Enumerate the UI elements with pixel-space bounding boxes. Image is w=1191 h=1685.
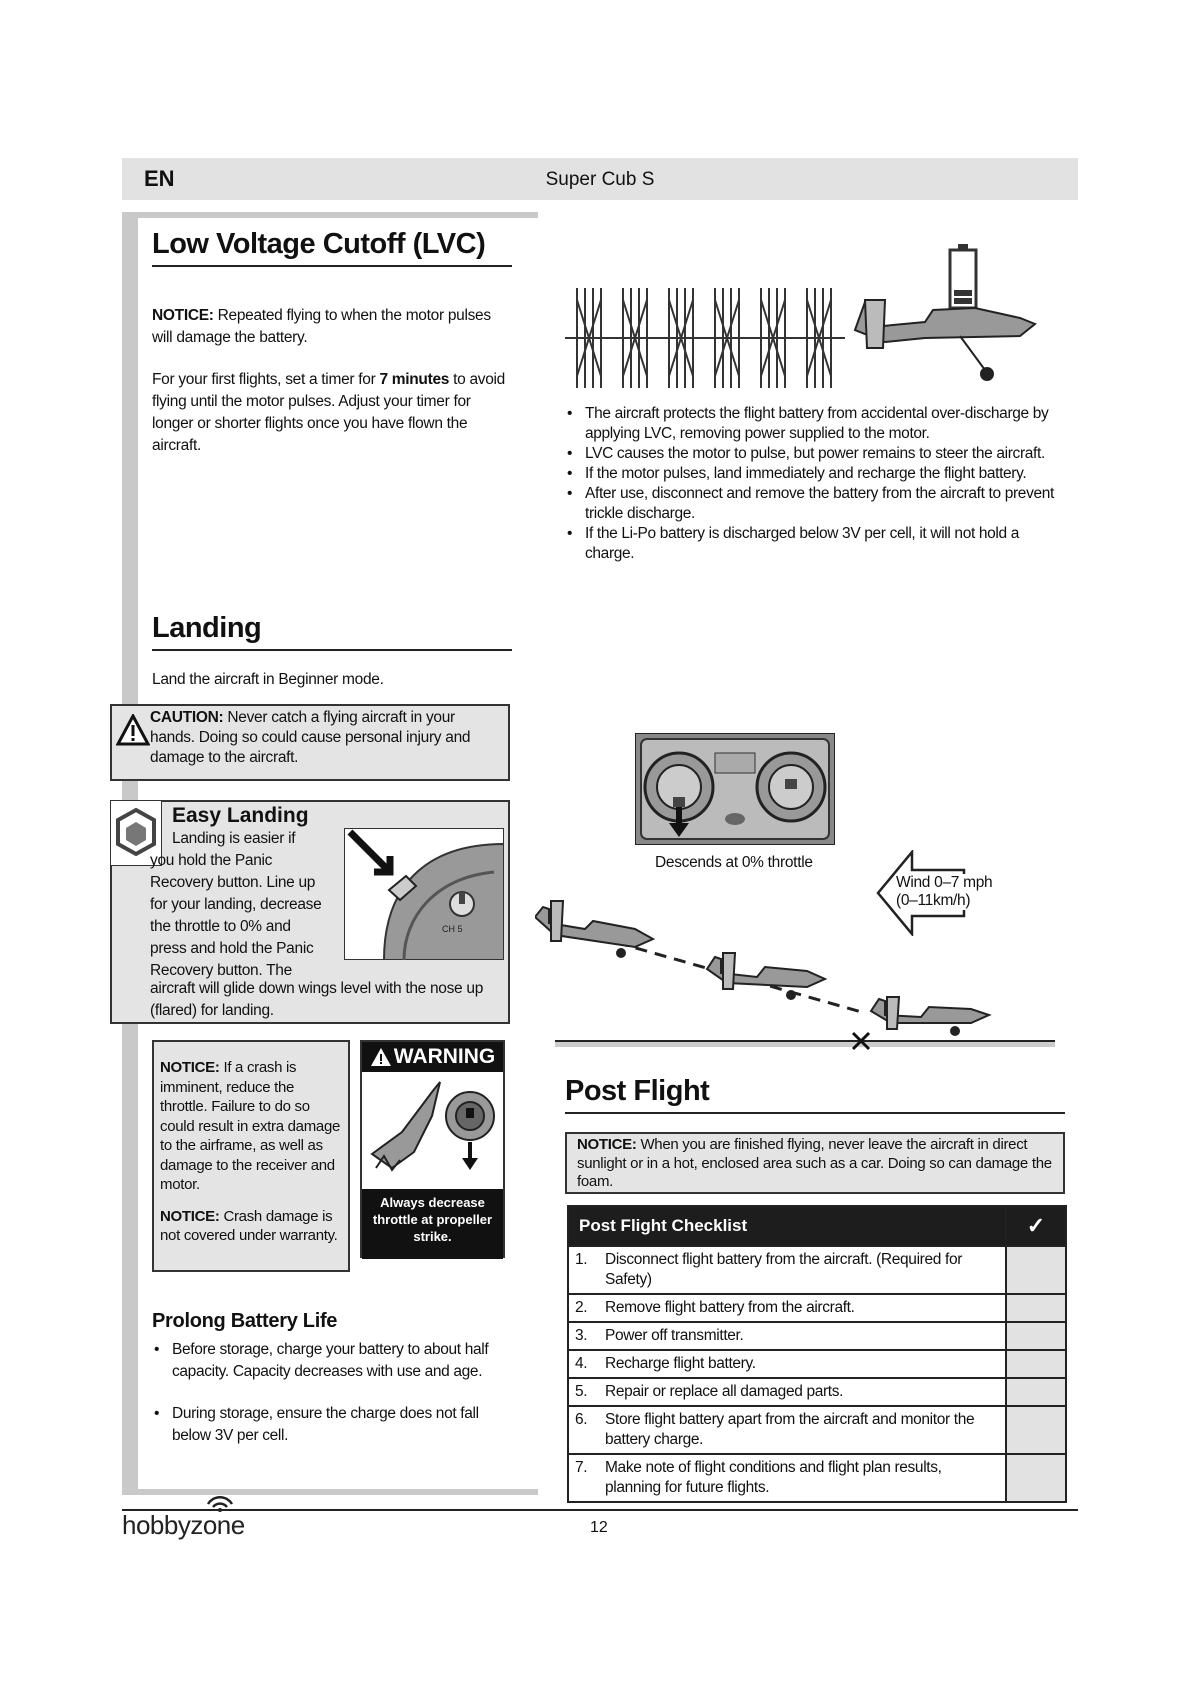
crash-notice-1: NOTICE: If a crash is imminent, reduce the throttle. Failure to do so could result in extra damage to the airframe, as well as damage to the receiver and motor.	[160, 1059, 341, 1193]
caution-box	[110, 704, 510, 781]
warning-title: WARNING	[393, 1045, 496, 1068]
wind-speed-mph: Wind 0–7 mph	[896, 874, 993, 891]
warning-header	[362, 1042, 503, 1072]
post-flight-title: Post Flight	[565, 1075, 710, 1107]
checklist-table	[567, 1205, 1067, 1503]
left-column-bottom-bar	[122, 1489, 538, 1495]
list-item: • If the Li-Po battery is discharged below 3V per cell, it will not hold a charge.	[565, 524, 1055, 564]
list-item: • Before storage, charge your battery to about half capacity. Capacity decreases with use and age.	[152, 1339, 512, 1383]
checklist-checkbox[interactable]	[1006, 1322, 1066, 1350]
checklist-item: Power off transmitter.	[599, 1322, 1006, 1350]
transmitter-illustration	[635, 733, 835, 845]
landing-section	[152, 612, 512, 691]
language-code: EN	[144, 166, 175, 191]
landing-title: Landing	[152, 612, 262, 644]
manual-title: Super Cub S	[545, 169, 655, 190]
table-row: 1. Disconnect flight battery from the aircraft. (Required for Safety)	[568, 1246, 1066, 1294]
landing-intro: Land the aircraft in Beginner mode.	[152, 671, 384, 688]
table-row: 5. Repair or replace all damaged parts.	[568, 1378, 1066, 1406]
list-item: • After use, disconnect and remove the battery from the aircraft to prevent trickle discharge.	[565, 484, 1055, 524]
wind-speed-kmh: (0–11km/h)	[896, 892, 971, 909]
hobbyzone-logo: hobbyzone	[122, 1510, 245, 1540]
easy-landing-text-cont: aircraft will glide down wings level with the nose up (flared) for landing.	[150, 980, 484, 1019]
checklist-item: Recharge flight battery.	[599, 1350, 1006, 1378]
lvc-title-rule	[152, 265, 512, 267]
checklist-checkbox[interactable]	[1006, 1350, 1066, 1378]
footer-rule	[122, 1509, 1078, 1511]
post-flight-notice: NOTICE: When you are finished flying, never leave the aircraft in direct sunlight or in a hot, enclosed area such as a car. Doing so can damage the foam.	[577, 1136, 1052, 1190]
panic-button-illustration	[344, 828, 504, 960]
page-number: 12	[590, 1519, 608, 1536]
battery-icon	[950, 244, 976, 308]
prolong-bullet-list	[152, 1339, 512, 1447]
easy-landing-title: Easy Landing	[172, 804, 309, 827]
caution-label: CAUTION:	[150, 709, 224, 726]
notice-label: NOTICE:	[577, 1136, 637, 1153]
checklist-checkbox[interactable]	[1006, 1454, 1066, 1502]
prolong-battery-section	[152, 1310, 512, 1447]
landing-glide-illustration	[535, 895, 1065, 1055]
page-header	[122, 158, 1078, 200]
left-column-top-bar	[122, 212, 538, 218]
warning-box	[360, 1040, 505, 1258]
easy-landing-text: Landing is easier if you hold the Panic Recovery button. Line up for your landing, decrease the throttle to 0% and press and hold the Panic Recovery button. The	[150, 830, 322, 979]
notice-label: NOTICE:	[152, 307, 214, 324]
transmitter-caption: Descends at 0% throttle	[655, 854, 813, 871]
prolong-title: Prolong Battery Life	[152, 1310, 338, 1332]
list-item: • If the motor pulses, land immediately and recharge the flight battery.	[565, 464, 1055, 484]
lvc-title: Low Voltage Cutoff (LVC)	[152, 228, 486, 260]
easy-landing-box	[110, 800, 510, 1024]
warning-caption: Always decrease throttle at propeller strike.	[362, 1189, 503, 1259]
lvc-bullet-list	[565, 404, 1055, 564]
checklist-item: Store flight battery apart from the aircraft and monitor the battery charge.	[599, 1406, 1006, 1454]
checklist-item: Remove flight battery from the aircraft.	[599, 1294, 1006, 1322]
checklist-checkbox[interactable]	[1006, 1406, 1066, 1454]
checklist-item: Make note of flight conditions and flight plan results, planning for future flights.	[599, 1454, 1006, 1502]
table-row: 6. Store flight battery apart from the aircraft and monitor the battery charge.	[568, 1406, 1066, 1454]
post-flight-notice-box	[565, 1132, 1065, 1194]
list-item: • The aircraft protects the flight battery from accidental over-discharge by applying LVC, removing power supplied to the motor.	[565, 404, 1055, 444]
post-flight-title-rule	[565, 1112, 1065, 1114]
checklist-checkbox[interactable]	[1006, 1246, 1066, 1294]
airplane-icon	[707, 953, 825, 999]
notice-label: NOTICE:	[160, 1207, 220, 1225]
caution-text: CAUTION: Never catch a flying aircraft in your hands. Doing so could cause personal injury and damage to the aircraft.	[150, 709, 471, 766]
checklist-title: Post Flight Checklist	[568, 1206, 1006, 1246]
list-item: • During storage, ensure the charge does not fall below 3V per cell.	[152, 1403, 512, 1447]
list-item: • LVC causes the motor to pulse, but power remains to steer the aircraft.	[565, 444, 1055, 464]
checklist-item: Disconnect flight battery from the aircraft. (Required for Safety)	[599, 1246, 1006, 1294]
table-row: 4. Recharge flight battery.	[568, 1350, 1066, 1378]
crash-notice-2: NOTICE: Crash damage is not covered under warranty.	[160, 1207, 338, 1244]
lvc-illustration	[565, 240, 1065, 390]
post-flight-checklist	[567, 1205, 1067, 1503]
checklist-checkbox[interactable]	[1006, 1294, 1066, 1322]
post-flight-section	[565, 1075, 1065, 1114]
crash-illustration	[362, 1072, 503, 1184]
checkmark-icon: ✓	[1006, 1206, 1066, 1246]
table-row: 2. Remove flight battery from the aircraft.	[568, 1294, 1066, 1322]
lvc-notice	[152, 305, 512, 349]
warning-triangle-icon	[116, 714, 150, 746]
checklist-header-row	[568, 1206, 1066, 1246]
checklist-item: Repair or replace all damaged parts.	[599, 1378, 1006, 1406]
timer-minutes: 7 minutes	[379, 371, 450, 388]
switch-label: CH 5	[442, 924, 463, 934]
checklist-checkbox[interactable]	[1006, 1378, 1066, 1406]
airplane-icon	[871, 997, 989, 1035]
table-row: 3. Power off transmitter.	[568, 1322, 1066, 1350]
airplane-icon	[855, 300, 1035, 380]
lvc-section	[152, 228, 512, 457]
lvc-timer-text: For your first flights, set a timer for 7 minutes to avoid flying until the motor pulses. Adjust your timer for longer or shorter flights once you have flown the aircraft.	[152, 371, 506, 454]
warning-triangle-icon	[370, 1047, 392, 1067]
notice-label: NOTICE:	[160, 1059, 220, 1076]
crash-notice-box	[152, 1040, 350, 1272]
landing-title-rule	[152, 649, 512, 651]
table-row: 7. Make note of flight conditions and flight plan results, planning for future flights.	[568, 1454, 1066, 1502]
notice-text: Repeated flying to when the motor pulses will damage the battery.	[152, 307, 491, 346]
